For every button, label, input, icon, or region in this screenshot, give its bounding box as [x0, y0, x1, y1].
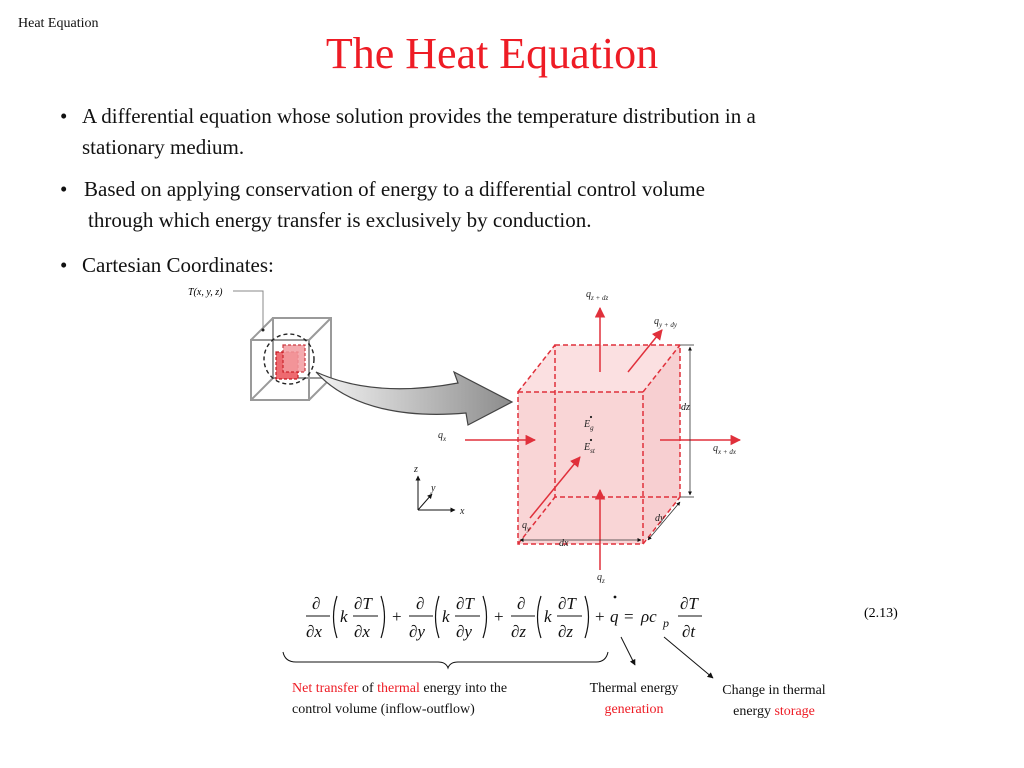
svg-text:∂y: ∂y	[456, 622, 472, 641]
label-q-z-dz: $q_{z + dz}$	[586, 289, 609, 302]
label-dy: dy	[655, 513, 665, 524]
svg-text:∂z: ∂z	[558, 622, 574, 641]
svg-text:+: +	[494, 607, 504, 626]
generation-pointer	[621, 637, 635, 665]
bullet-2-line-2: through which energy transfer is exclusively by conduction.	[88, 208, 592, 232]
note-net-transfer-text-2: energy into the	[419, 681, 508, 696]
svg-text:∂z: ∂z	[511, 622, 527, 641]
svg-text:q: q	[610, 607, 619, 626]
E-st-dot	[590, 439, 592, 441]
bullet-1-line-1: A differential equation whose solution provides the temperature distribution in a	[82, 104, 756, 128]
svg-text:∂: ∂	[517, 594, 526, 613]
svg-text:k: k	[442, 607, 450, 626]
note-net-transfer-line-2: control volume (inflow-outflow)	[292, 702, 475, 717]
svg-text:k: k	[340, 607, 348, 626]
label-q-y: $q_y$	[522, 520, 531, 533]
axis-label-z: z	[414, 464, 418, 475]
note-storage	[704, 680, 844, 722]
bullet-2-line-1: Based on applying conservation of energy to a differential control volume	[84, 177, 705, 201]
label-dz: dz	[681, 402, 690, 413]
small-cube-leader-line	[233, 291, 263, 330]
small-element-cube	[276, 345, 305, 379]
axis-label-y: y	[431, 483, 436, 494]
note-storage-red: storage	[774, 704, 815, 719]
bullet-marker: •	[60, 177, 68, 201]
svg-text:∂T: ∂T	[558, 594, 576, 613]
label-E-g: $E_g$	[584, 419, 594, 432]
note-net-transfer	[292, 678, 592, 720]
zoom-arrow	[316, 372, 512, 425]
svg-text:∂y: ∂y	[409, 622, 425, 641]
label-q-z: $q_z$	[597, 572, 605, 585]
note-storage-line-1: Change in thermal	[722, 683, 826, 698]
svg-text:+: +	[595, 607, 605, 626]
conduction-brace	[283, 652, 608, 668]
svg-text:∂: ∂	[416, 594, 425, 613]
heat-equation	[306, 594, 702, 641]
note-net-transfer-text-1: of	[358, 681, 378, 696]
axis-label-x: x	[460, 506, 465, 517]
svg-text:∂T: ∂T	[680, 594, 698, 613]
svg-text:+: +	[392, 607, 402, 626]
label-q-x-dx: $q_{x + dx}$	[713, 443, 736, 456]
label-q-y-dy: $q_{y + dy}$	[654, 316, 677, 329]
svg-text:∂t: ∂t	[682, 622, 696, 641]
bullet-marker: •	[60, 253, 68, 277]
bullet-1-line-2: stationary medium.	[82, 135, 245, 159]
header-label: Heat Equation	[18, 16, 99, 31]
coordinate-axes	[418, 476, 455, 510]
leader-dot	[262, 329, 265, 332]
note-generation	[574, 678, 694, 720]
svg-text:ρc: ρc	[641, 607, 657, 626]
storage-pointer	[664, 637, 713, 678]
note-net-transfer-red-1: Net transfer	[292, 681, 359, 696]
note-storage-line-2: energy	[733, 704, 775, 719]
label-E-st: $E_{st}$	[584, 442, 595, 455]
label-dx: dx	[559, 538, 569, 549]
svg-text:p: p	[663, 616, 669, 630]
svg-text:∂x: ∂x	[354, 622, 370, 641]
svg-text:k: k	[544, 607, 552, 626]
bullet-3-line-1: Cartesian Coordinates:	[82, 253, 274, 277]
svg-text:∂T: ∂T	[456, 594, 474, 613]
equation-number: (2.13)	[864, 606, 898, 621]
bullet-marker: •	[60, 104, 68, 128]
page-title: The Heat Equation	[325, 29, 659, 78]
note-generation-line-1: Thermal energy	[589, 681, 679, 696]
svg-text:∂T: ∂T	[354, 594, 372, 613]
small-cube-label: T(x, y, z)	[188, 287, 223, 298]
note-net-transfer-red-2: thermal	[377, 681, 420, 696]
label-q-x: $q_x$	[438, 430, 447, 443]
note-generation-line-2: generation	[604, 702, 664, 717]
svg-text:∂: ∂	[312, 594, 321, 613]
svg-text:∂x: ∂x	[306, 622, 322, 641]
svg-text:=: =	[624, 607, 634, 626]
E-g-dot	[590, 416, 592, 418]
